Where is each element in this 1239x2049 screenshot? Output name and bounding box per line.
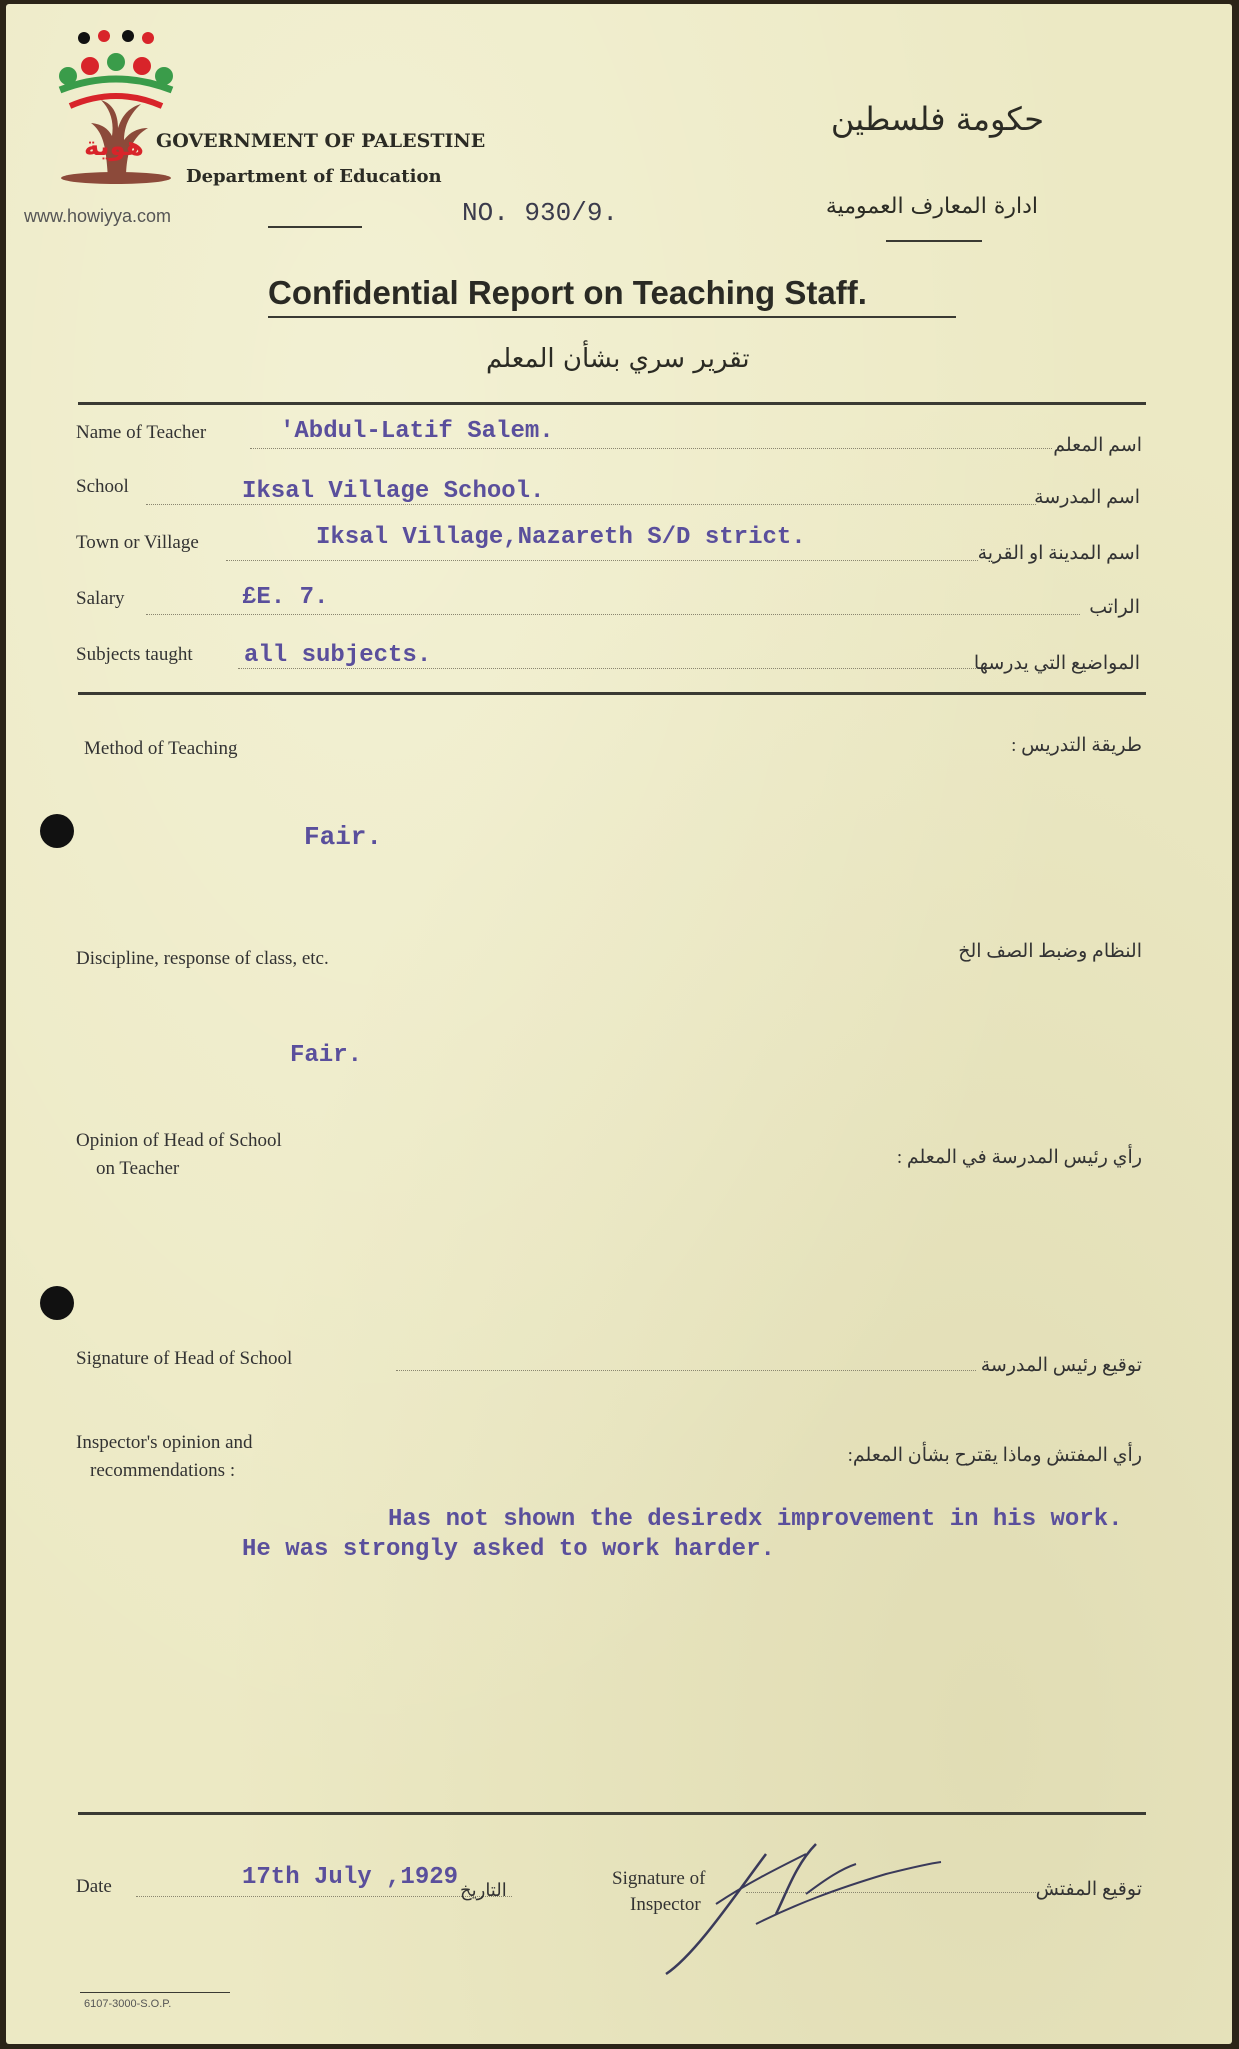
date-label-arabic: التاريخ [460, 1880, 507, 1900]
discipline-value: Fair. [290, 1042, 363, 1069]
inspector-label-line2: recommendations : [90, 1460, 236, 1481]
howiyya-logo [46, 28, 186, 188]
inspector-remark-line1: Has not shown the desiredx improvement in his work. [388, 1506, 1123, 1533]
punch-hole-top [40, 814, 74, 848]
school-value: Iksal Village School. [242, 478, 545, 505]
signature-inspector-label-line1: Signature of [612, 1868, 706, 1889]
header-dash-left [268, 226, 362, 228]
salary-label: Salary [76, 588, 125, 609]
report-form [6, 4, 1232, 2044]
town-value: Iksal Village,Nazareth S/D strict. [316, 524, 806, 551]
header-dash-right [886, 240, 982, 242]
subjects-label-arabic: المواضيع التي يدرسها [973, 653, 1140, 674]
inspector-signature [656, 1834, 946, 1984]
inspector-remark-line2: He was strongly asked to work harder. [242, 1536, 775, 1563]
title-underline [268, 316, 956, 318]
footer-top-rule [78, 1812, 1146, 1815]
teacher-name-label: Name of Teacher [76, 422, 207, 443]
date-label: Date [76, 1876, 112, 1897]
department-title-arabic: ادارة المعارف العمومية [825, 194, 1038, 219]
signature-head-label-arabic: توقيع رئيس المدرسة [980, 1355, 1142, 1376]
government-title: GOVERNMENT OF PALESTINE [156, 130, 486, 152]
method-label-arabic: طريقة التدريس : [1011, 735, 1142, 756]
opinion-head-label-line1: Opinion of Head of School [76, 1130, 282, 1151]
signature-inspector-label-arabic: توقيع المفتش [1035, 1879, 1142, 1900]
town-label: Town or Village [76, 532, 199, 553]
punch-hole-bottom [40, 1286, 74, 1320]
signature-head-label: Signature of Head of School [76, 1348, 293, 1369]
print-code-line [80, 1992, 230, 1993]
inspector-label-line1: Inspector's opinion and [76, 1432, 253, 1453]
discipline-label: Discipline, response of class, etc. [76, 948, 329, 969]
school-label-arabic: اسم المدرسة [1034, 487, 1140, 508]
teacher-name-value: 'Abdul-Latif Salem. [280, 418, 554, 445]
subjects-label: Subjects taught [76, 644, 193, 665]
print-code: 6107-3000-S.O.P. [84, 1998, 172, 2010]
department-title: Department of Education [186, 166, 442, 187]
teacher-name-label-arabic: اسم المعلم [1053, 435, 1142, 456]
method-label: Method of Teaching [84, 738, 238, 759]
logo-text: هوية [84, 132, 144, 162]
watermark-url: www.howiyya.com [24, 206, 172, 226]
government-title-arabic: حكومة فلسطين [830, 100, 1044, 138]
method-value: Fair. [304, 822, 383, 852]
opinion-head-label-arabic: رأي رئيس المدرسة في المعلم : [896, 1147, 1142, 1168]
town-label-arabic: اسم المدينة او القرية [977, 543, 1140, 564]
signature-inspector-label-line2: Inspector [630, 1894, 701, 1915]
salary-label-arabic: الراتب [1089, 597, 1140, 618]
discipline-label-arabic: النظام وضبط الصف الخ [958, 941, 1142, 962]
subjects-value: all subjects. [244, 642, 432, 669]
inspector-label-arabic: رأي المفتش وماذا يقترح بشأن المعلم: [847, 1445, 1142, 1466]
top-rule [78, 402, 1146, 405]
fields-bottom-rule [78, 692, 1146, 695]
salary-value: £E. 7. [242, 584, 329, 611]
report-title: Confidential Report on Teaching Staff. [268, 274, 867, 311]
tree-logo-icon [46, 28, 186, 188]
opinion-head-label-line2: on Teacher [96, 1158, 180, 1179]
school-label: School [76, 476, 129, 497]
document-number: NO. 930/9. [462, 198, 619, 228]
date-value: 17th July ,1929 [242, 1864, 459, 1891]
report-title-arabic: تقرير سري بشأن المعلم [486, 344, 750, 374]
